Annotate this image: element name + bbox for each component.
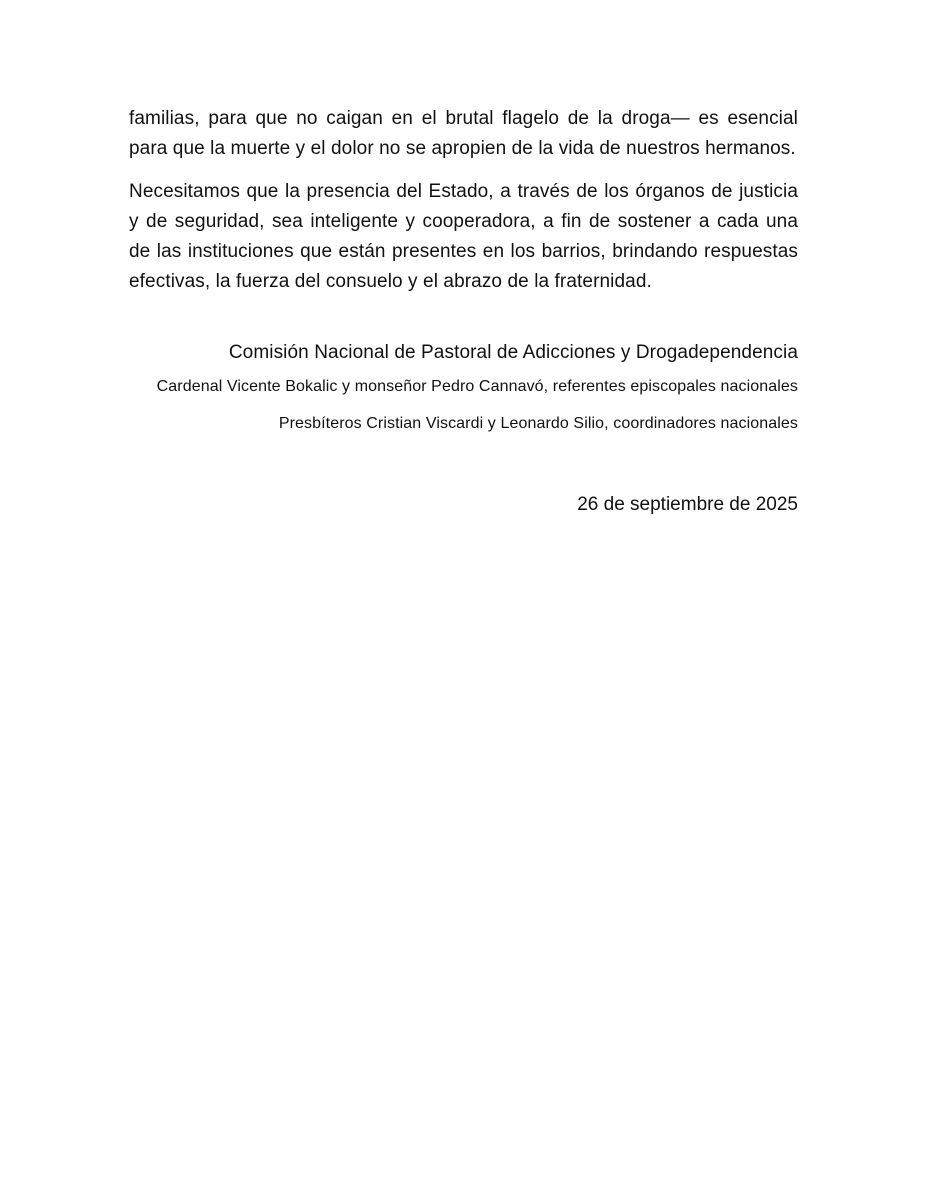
signature-organization: Comisión Nacional de Pastoral de Adicciones y Drogadependencia (228, 342, 798, 363)
paragraph-2: Necesitamos que la presencia del Estado, a través de los órganos de justicia y de seguridad, sea inteligente y cooperadora, a fin de sostener a cada una de las instituciones que están presentes en los barrios, brindando respuestas efectivas, la fuerza del consuelo y el abrazo de la fraternidad. (129, 181, 798, 292)
paragraph-1: familias, para que no caigan en el brutal flagelo de la droga— es esencial para que la muerte y el dolor no se apropien de la vida de nuestros hermanos. (129, 108, 798, 159)
document-body (129, 104, 798, 310)
document-date: 26 de septiembre de 2025 (577, 494, 798, 515)
signature-coordinators: Presbíteros Cristian Viscardi y Leonardo Silio, coordinadores nacionales (278, 415, 798, 432)
signature-block (98, 338, 798, 450)
signature-referents: Cardenal Vicente Bokalic y monseñor Pedro Cannavó, referentes episcopales nacionales (156, 378, 798, 395)
